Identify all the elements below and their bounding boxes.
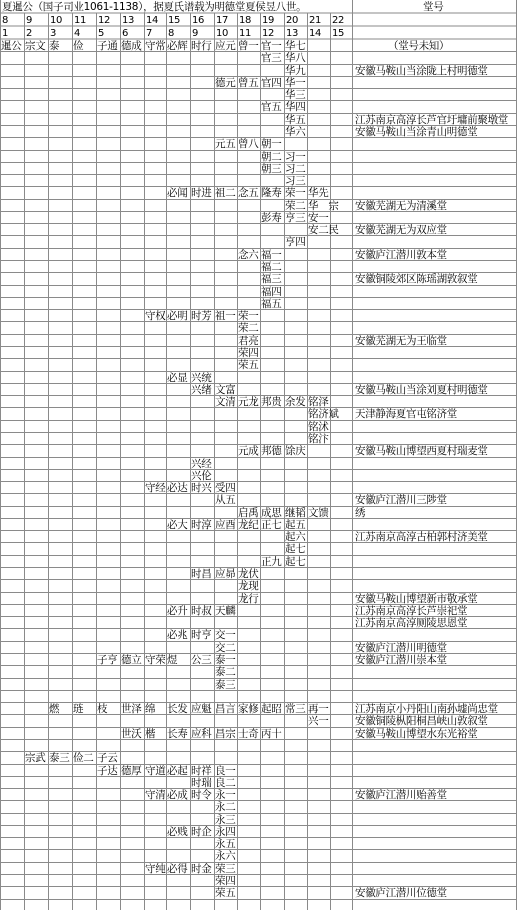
name-cell: 官一 bbox=[261, 40, 282, 52]
name-cell: 华一 bbox=[285, 76, 306, 89]
generation-number: 14 bbox=[146, 15, 159, 26]
generation-index: 3 bbox=[50, 28, 57, 39]
name-cell: 时叔 bbox=[191, 604, 212, 617]
name-cell: 亨三 bbox=[285, 211, 306, 224]
name-cell: 龙伏 bbox=[238, 568, 259, 581]
name-cell: 荣五 bbox=[238, 359, 259, 372]
name-cell: 朝三 bbox=[261, 162, 282, 175]
name-cell: 时企 bbox=[191, 825, 212, 838]
name-cell: 良一 bbox=[215, 764, 236, 777]
generation-number: 19 bbox=[262, 15, 275, 26]
name-cell: 德元 bbox=[215, 76, 236, 89]
name-cell: 习三 bbox=[285, 175, 306, 188]
name-cell: 必明 bbox=[167, 310, 188, 323]
name-cell: 正七 bbox=[261, 518, 282, 531]
name-cell: 君亮 bbox=[238, 334, 259, 347]
name-cell: 必成 bbox=[167, 789, 188, 802]
name-cell: 永二 bbox=[215, 801, 236, 814]
generation-number: 12 bbox=[98, 15, 111, 26]
name-cell: 福一 bbox=[261, 248, 282, 261]
name-cell: 荣一 bbox=[285, 187, 306, 200]
name-cell: 天麟 bbox=[215, 604, 236, 617]
name-cell: 官三 bbox=[261, 52, 282, 65]
name-cell: 龙行 bbox=[238, 592, 259, 605]
name-cell: 应魁 bbox=[191, 703, 212, 716]
name-cell: 荣二 bbox=[238, 322, 259, 335]
generation-number: 8 bbox=[2, 15, 9, 26]
name-cell: 时兴 bbox=[191, 482, 212, 495]
name-cell: 元龙 bbox=[238, 396, 259, 409]
name-cell: 守荣 bbox=[145, 654, 166, 666]
name-cell: 必起 bbox=[167, 764, 188, 777]
name-cell: 长发 bbox=[167, 703, 188, 716]
generation-number: 16 bbox=[192, 15, 205, 26]
name-cell: 楷 bbox=[145, 727, 156, 740]
name-cell: 时祥 bbox=[191, 764, 212, 777]
name-cell: 暹公 bbox=[1, 40, 22, 52]
generation-index: 12 bbox=[262, 28, 275, 39]
name-cell: 铭沭 bbox=[308, 420, 329, 433]
name-cell: 从五 bbox=[215, 494, 236, 507]
tang-hao-cell: 江苏南京高淳古柏郭村济美堂 bbox=[355, 531, 488, 544]
name-cell: 启禹 bbox=[238, 506, 259, 519]
name-cell: 余发 bbox=[285, 396, 306, 409]
name-cell: 守经 bbox=[145, 482, 166, 495]
name-cell: 习二 bbox=[285, 162, 306, 175]
name-cell: 德厚 bbox=[121, 764, 142, 777]
name-cell: 泰三 bbox=[215, 678, 236, 691]
name-cell: 昌宗 bbox=[215, 727, 236, 740]
generation-number: 11 bbox=[74, 15, 87, 26]
name-cell: 曾一 bbox=[238, 40, 259, 52]
name-cell: 继韬 bbox=[285, 506, 306, 519]
name-cell: 时瑞 bbox=[191, 776, 212, 789]
tang-hao-cell: 安徽庐江潜川贻善堂 bbox=[355, 789, 447, 802]
name-cell: 常三 bbox=[285, 703, 306, 716]
name-cell: 荣四 bbox=[238, 347, 259, 359]
name-cell: 必贱 bbox=[167, 825, 188, 838]
tang-hao-cell: 安徽马鞍山当涂刘夏村明德堂 bbox=[355, 383, 488, 396]
name-cell: 时淳 bbox=[191, 518, 212, 531]
name-cell: 福五 bbox=[261, 297, 282, 310]
tang-hao-cell: 天津静海夏官屯铭济堂 bbox=[355, 408, 457, 421]
tang-hao-cell: 江苏南京高淳长芦官圩墉前聚墩堂 bbox=[355, 113, 508, 126]
name-cell: 德立 bbox=[121, 654, 142, 666]
name-cell: 长寿 bbox=[167, 727, 188, 740]
generation-index: 2 bbox=[26, 28, 33, 39]
name-cell: 福二 bbox=[261, 261, 282, 274]
name-cell: 文富 bbox=[215, 383, 236, 396]
name-cell: 铭汴 bbox=[308, 432, 329, 445]
generation-index: 9 bbox=[192, 28, 199, 39]
name-cell: 永五 bbox=[215, 838, 236, 851]
generation-index: 5 bbox=[98, 28, 105, 39]
name-cell: 世泽 bbox=[121, 703, 142, 716]
name-cell: 起五 bbox=[285, 518, 306, 531]
generation-number: 17 bbox=[216, 15, 229, 26]
name-cell: 应昴 bbox=[215, 568, 236, 581]
name-cell: 永六 bbox=[215, 850, 236, 863]
name-cell: 永一 bbox=[215, 789, 236, 802]
name-cell: 兴绪 bbox=[191, 383, 212, 396]
name-cell: 德成 bbox=[121, 40, 142, 52]
tang-hao-cell: 安徽芜湖无为王临堂 bbox=[355, 334, 447, 347]
name-cell: 馀庆 bbox=[285, 445, 306, 458]
name-cell: 元五 bbox=[215, 138, 236, 151]
name-cell: 再一 bbox=[308, 703, 329, 716]
name-cell: 华九 bbox=[285, 64, 306, 77]
name-cell: 华七 bbox=[285, 40, 306, 52]
generation-number: 15 bbox=[168, 15, 181, 26]
tang-hao-cell: 江苏南京高淳厕陵思恩堂 bbox=[355, 617, 468, 630]
tang-hao-cell: 安徽铜陵郊区陈瑶湖敦叙堂 bbox=[355, 273, 478, 286]
generation-index: 8 bbox=[168, 28, 175, 39]
name-cell: 正九 bbox=[261, 555, 282, 568]
name-cell: 必达 bbox=[167, 482, 188, 495]
name-cell: 必闻 bbox=[167, 187, 188, 200]
name-cell: 泰三 bbox=[49, 752, 70, 765]
generation-index: 13 bbox=[286, 28, 299, 39]
name-cell: 必辉 bbox=[167, 40, 188, 52]
name-cell: 应酉 bbox=[215, 518, 236, 531]
name-cell: 琏 bbox=[73, 703, 84, 716]
name-cell: 华先 bbox=[308, 187, 329, 200]
generation-number: 21 bbox=[309, 15, 322, 26]
name-cell: 交一 bbox=[215, 629, 236, 642]
name-cell: 华八 bbox=[285, 52, 306, 65]
name-cell: 受四 bbox=[215, 482, 236, 495]
name-cell: 良二 bbox=[215, 776, 236, 789]
name-cell: 交二 bbox=[215, 641, 236, 654]
name-cell: 亨四 bbox=[285, 236, 306, 249]
name-cell: 时亨 bbox=[191, 629, 212, 642]
tang-hao-cell: 安徽马鞍山博望新市敬承堂 bbox=[355, 592, 478, 605]
name-cell: 华三 bbox=[285, 89, 306, 102]
name-cell: 荣三 bbox=[215, 862, 236, 875]
name-cell: 官五 bbox=[261, 101, 282, 114]
name-cell: 时进 bbox=[191, 187, 212, 200]
name-cell: 宗文 bbox=[25, 40, 46, 52]
name-cell: 铭济斌 bbox=[308, 408, 339, 421]
name-cell: 必升 bbox=[167, 604, 188, 617]
name-cell: 时金 bbox=[191, 862, 212, 875]
name-cell: 起七 bbox=[285, 543, 306, 556]
generation-index: 15 bbox=[332, 28, 345, 39]
tang-hao-cell: 江苏南京高淳长芦崇祀堂 bbox=[355, 604, 468, 617]
name-cell: 应元 bbox=[215, 40, 236, 52]
name-cell: 起昭 bbox=[261, 703, 282, 716]
name-cell: 华 宗 bbox=[308, 199, 339, 212]
name-cell: 丙十 bbox=[261, 727, 282, 740]
generation-index: 10 bbox=[216, 28, 229, 39]
name-cell: 永三 bbox=[215, 813, 236, 826]
name-cell: 文清 bbox=[215, 396, 236, 409]
name-cell: 必得 bbox=[167, 862, 188, 875]
name-cell: 子云 bbox=[97, 752, 118, 765]
name-cell: 曾八 bbox=[238, 138, 259, 151]
name-cell: 曾五 bbox=[238, 76, 259, 89]
name-cell: 公三 bbox=[191, 654, 212, 666]
tang-hao-cell: 江苏南京小丹阳山南孙墟尚忠堂 bbox=[355, 703, 498, 716]
name-cell: 隆寿 bbox=[261, 187, 282, 200]
tang-hao-cell: 安徽马鞍山当涂陇上村明德堂 bbox=[355, 64, 488, 77]
name-cell: 起七 bbox=[285, 555, 306, 568]
name-cell: 安一 bbox=[308, 211, 329, 224]
tang-hao-cell: 安徽庐江潜川位德堂 bbox=[355, 887, 447, 900]
name-cell: 兴统 bbox=[191, 371, 212, 384]
name-cell: 福三 bbox=[261, 273, 282, 286]
name-cell: 龙现 bbox=[238, 580, 259, 593]
name-cell: 兴经 bbox=[191, 457, 212, 470]
name-cell: 泰一 bbox=[215, 654, 236, 666]
name-cell: 官四 bbox=[261, 76, 282, 89]
generation-index: 6 bbox=[122, 28, 129, 39]
name-cell: 家修 bbox=[238, 703, 259, 716]
generation-number: 22 bbox=[332, 15, 345, 26]
generation-index: 4 bbox=[74, 28, 81, 39]
name-cell: 念六 bbox=[238, 248, 259, 261]
tang-hao-cell: 安徽庐江潜川敦本堂 bbox=[355, 248, 447, 261]
name-cell: 荣五 bbox=[215, 887, 236, 900]
name-cell: 燃 bbox=[49, 703, 60, 716]
name-cell: 荣二 bbox=[285, 199, 306, 212]
name-cell: 守纯 bbox=[145, 862, 166, 875]
name-cell: 绵 bbox=[145, 703, 156, 716]
name-cell: 时令 bbox=[191, 789, 212, 802]
name-cell: 祖二 bbox=[215, 187, 236, 200]
name-cell: 华五 bbox=[285, 113, 306, 126]
generation-number: 20 bbox=[286, 15, 299, 26]
tang-hao-cell: 安徽芜湖无为双应堂 bbox=[355, 224, 447, 237]
generation-index: 14 bbox=[309, 28, 322, 39]
name-cell: 习一 bbox=[285, 150, 306, 163]
name-cell: 世沃 bbox=[121, 727, 142, 740]
name-cell: 铭泽 bbox=[308, 396, 329, 409]
name-cell: 守清 bbox=[145, 789, 166, 802]
name-cell: 荣一 bbox=[238, 310, 259, 323]
tang-hao-header: 堂号 bbox=[423, 1, 444, 13]
name-cell: 安二民 bbox=[308, 224, 339, 237]
name-cell: 彭寿 bbox=[261, 211, 282, 224]
name-cell: 枝 bbox=[97, 703, 108, 716]
name-cell: 子亨 bbox=[97, 654, 118, 666]
name-cell: 兴伦 bbox=[191, 469, 212, 482]
name-cell: 永四 bbox=[215, 825, 236, 838]
name-cell: 兴一 bbox=[308, 715, 329, 728]
name-cell: 荣四 bbox=[215, 875, 236, 888]
name-cell: 守道 bbox=[145, 764, 166, 777]
name-cell: 守权 bbox=[145, 310, 166, 323]
name-cell: 念五 bbox=[238, 187, 259, 200]
name-cell: 子通 bbox=[97, 40, 118, 52]
tang-hao-cell: 安徽庐江潜川三陟堂 bbox=[355, 494, 447, 507]
name-cell: 士奇 bbox=[238, 727, 259, 740]
name-cell: 俭二 bbox=[73, 752, 94, 765]
name-cell: 泰 bbox=[49, 40, 60, 52]
generation-number: 13 bbox=[122, 15, 135, 26]
tang-hao-cell: 安徽庐江潜川明德堂 bbox=[355, 641, 447, 654]
name-cell: 宗武 bbox=[25, 752, 46, 765]
name-cell: 必显 bbox=[167, 371, 188, 384]
name-cell: 昌言 bbox=[215, 703, 236, 716]
tang-hao-cell: 安徽芜湖无为清溪堂 bbox=[355, 199, 447, 212]
name-cell: 子达 bbox=[97, 764, 118, 777]
tang-hao-cell: 安徽庐江潜川崇本堂 bbox=[355, 654, 447, 666]
name-cell: 必大 bbox=[167, 518, 188, 531]
generation-number: 18 bbox=[239, 15, 252, 26]
name-cell: 朝二 bbox=[261, 150, 282, 163]
name-cell: 华四 bbox=[285, 101, 306, 114]
name-cell: 守常 bbox=[145, 40, 166, 52]
sheet-title: 夏暹公（国子司业1061-1138），据夏氏谱载为明德堂夏侯昱八世。 bbox=[2, 1, 307, 13]
name-cell: 福四 bbox=[261, 285, 282, 298]
name-cell: 邦贵 bbox=[261, 396, 282, 409]
generation-number: 10 bbox=[50, 15, 63, 26]
generation-index: 7 bbox=[146, 28, 153, 39]
name-cell: 俭 bbox=[73, 40, 84, 52]
generation-number: 9 bbox=[26, 15, 33, 26]
name-cell: 祖一 bbox=[215, 310, 236, 323]
name-cell: 成思 bbox=[261, 506, 282, 519]
name-cell: 应科 bbox=[191, 727, 212, 740]
name-cell: 朝一 bbox=[261, 138, 282, 151]
name-cell: 时行 bbox=[191, 40, 212, 52]
name-cell: 时昌 bbox=[191, 568, 212, 581]
tang-hao-cell: 安徽马鞍山博望水东光裕堂 bbox=[355, 727, 478, 740]
tang-hao-cell: 绣 bbox=[355, 506, 366, 519]
tang-hao-cell: 安徽马鞍山当涂青山明德堂 bbox=[355, 125, 478, 138]
name-cell: 华六 bbox=[285, 125, 306, 138]
name-cell: 必兆 bbox=[167, 629, 188, 642]
name-cell: 邦德 bbox=[261, 445, 282, 458]
name-cell: 龙纪 bbox=[238, 518, 259, 531]
name-cell: 文馈 bbox=[308, 506, 329, 519]
tang-hao-unknown: （堂号未知） bbox=[388, 40, 450, 52]
name-cell: 时芳 bbox=[191, 310, 212, 323]
tang-hao-cell: 安徽铜陵枞阳桐昌峡山敦叙堂 bbox=[355, 715, 488, 728]
tang-hao-cell: 安徽马鞍山博望西夏村瑞麦堂 bbox=[355, 445, 488, 458]
generation-index: 11 bbox=[239, 28, 252, 39]
name-cell: 元成 bbox=[238, 445, 259, 458]
name-cell: 煜 bbox=[167, 654, 178, 666]
name-cell: 起六 bbox=[285, 531, 306, 544]
generation-index: 1 bbox=[2, 28, 9, 39]
name-cell: 泰二 bbox=[215, 666, 236, 679]
